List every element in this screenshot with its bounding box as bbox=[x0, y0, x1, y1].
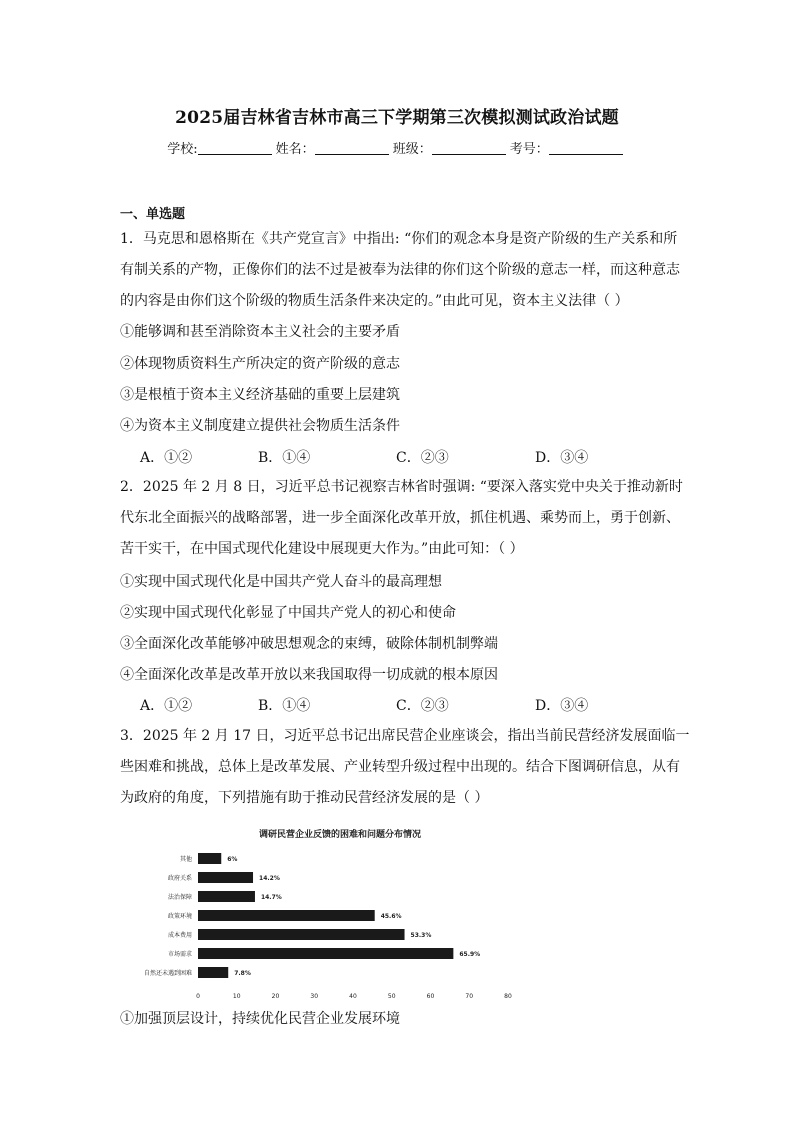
school-blank[interactable] bbox=[198, 142, 272, 155]
question-1-line: 有制关系的产物，正像你们的法不过是被奉为法律的你们这个阶级的意志一样，而这种意志 bbox=[120, 262, 680, 278]
x-tick-label: 60 bbox=[426, 993, 435, 1000]
category-label: 成本费用 bbox=[167, 932, 192, 939]
question-2-line: 代东北全面振兴的战略部署，进一步全面深化改革开放，抓住机遇、乘势而上，勇于创新、 bbox=[120, 510, 680, 526]
choice-d[interactable]: D．③④ bbox=[535, 698, 589, 714]
class-label: 班级： bbox=[392, 142, 432, 157]
x-tick-label: 50 bbox=[387, 993, 396, 1000]
question-2-line: 2．2025 年 2 月 8 日，习近平总书记视察吉林省时强调: “要深入落实党中央关于推动新时 bbox=[120, 479, 683, 495]
question-1-line: 1．马克思和恩格斯在《共产党宣言》中指出: “你们的观念本身是资产阶级的生产关系和所 bbox=[120, 231, 678, 247]
x-tick-label: 0 bbox=[196, 993, 200, 1000]
survey-bar-chart bbox=[143, 823, 530, 1000]
x-tick-label: 10 bbox=[232, 993, 241, 1000]
category-label: 法治保障 bbox=[167, 894, 192, 901]
question-2-line: 苦干实干，在中国式现代化建设中展现更大作为。”由此可知：（ ） bbox=[120, 541, 524, 557]
question-1-statement-2: ②体现物质资料生产所决定的资产阶级的意志 bbox=[120, 356, 400, 372]
question-2-statement-3: ③全面深化改革能够冲破思想观念的束缚，破除体制机制弊端 bbox=[120, 636, 498, 652]
question-3-line: 为政府的角度，下列措施有助于推动民营经济发展的是（ ） bbox=[120, 790, 489, 806]
category-label: 政府关系 bbox=[167, 875, 192, 882]
bar bbox=[198, 929, 405, 940]
data-label: 65.9% bbox=[459, 951, 481, 958]
category-label: 市场需求 bbox=[167, 951, 192, 958]
x-tick-label: 20 bbox=[271, 993, 280, 1000]
x-tick-label: 70 bbox=[465, 993, 474, 1000]
question-1-statement-1: ①能够调和甚至消除资本主义社会的主要矛盾 bbox=[120, 324, 400, 340]
name-blank[interactable] bbox=[315, 142, 389, 155]
question-3-line: 3．2025 年 2 月 17 日，习近平总书记出席民营企业座谈会，指出当前民营经济发展面临一 bbox=[120, 728, 690, 744]
category-label: 其他 bbox=[179, 856, 192, 863]
data-label: 14.2% bbox=[259, 875, 280, 882]
bar bbox=[198, 967, 228, 978]
data-label: 7.8% bbox=[234, 970, 251, 977]
question-3-stem bbox=[120, 721, 690, 814]
data-label: 14.7% bbox=[260, 894, 282, 901]
data-label: 45.6% bbox=[380, 913, 402, 920]
data-label: 53.3% bbox=[410, 932, 432, 939]
bar bbox=[198, 891, 255, 902]
choice-a[interactable]: A．①② bbox=[140, 698, 193, 714]
question-3-line: 些困难和挑战，总体上是改革发展、产业转型升级过程中出现的。结合下图调研信息，从有 bbox=[120, 759, 680, 775]
id-blank[interactable] bbox=[549, 142, 623, 155]
question-1-statement-4: ④为资本主义制度建立提供社会物质生活条件 bbox=[120, 418, 400, 434]
choice-a[interactable]: A．①② bbox=[140, 450, 193, 466]
choice-b[interactable]: B．①④ bbox=[258, 698, 311, 714]
x-tick-label: 80 bbox=[504, 993, 512, 1000]
question-3-statement-1: ①加强顶层设计，持续优化民营企业发展环境 bbox=[120, 1011, 400, 1027]
question-1-choices bbox=[140, 447, 700, 467]
class-blank[interactable] bbox=[432, 142, 506, 155]
question-1-statement-3: ③是根植于资本主义经济基础的重要上层建筑 bbox=[120, 387, 400, 403]
page-title: 2025届吉林省吉林市高三下学期第三次模拟测试政治试题 bbox=[175, 108, 619, 128]
choice-d[interactable]: D．③④ bbox=[535, 450, 589, 466]
data-label: 6% bbox=[227, 856, 238, 863]
student-info-line bbox=[0, 138, 794, 157]
choice-c[interactable]: C．②③ bbox=[396, 450, 449, 466]
x-tick-label: 30 bbox=[310, 993, 319, 1000]
section-heading: 一、单选题 bbox=[120, 207, 186, 222]
question-2-statement-4: ④全面深化改革是改革开放以来我国取得一切成就的根本原因 bbox=[120, 667, 498, 683]
choice-c[interactable]: C．②③ bbox=[396, 698, 449, 714]
question-2-statement-1: ①实现中国式现代化是中国共产党人奋斗的最高理想 bbox=[120, 574, 442, 590]
question-1-stem bbox=[120, 224, 680, 317]
bar bbox=[198, 853, 221, 864]
category-label: 政策环境 bbox=[167, 913, 192, 920]
choice-b[interactable]: B．①④ bbox=[258, 450, 311, 466]
bar bbox=[198, 872, 253, 883]
question-1-line: 的内容是由你们这个阶级的物质生活条件来决定的。”由此可见，资本主义法律（ ） bbox=[120, 293, 629, 309]
category-label: 自然还未遇到困难 bbox=[143, 970, 192, 977]
name-label: 姓名： bbox=[275, 142, 315, 157]
question-2-stem bbox=[120, 472, 683, 565]
bar bbox=[198, 948, 453, 959]
chart-title: 调研民营企业反馈的困难和问题分布情况 bbox=[258, 830, 422, 840]
id-label: 考号： bbox=[509, 142, 549, 157]
bar bbox=[198, 910, 375, 921]
question-2-statement-2: ②实现中国式现代化彰显了中国共产党人的初心和使命 bbox=[120, 605, 456, 621]
school-label: 学校: bbox=[167, 142, 198, 157]
x-tick-label: 40 bbox=[349, 993, 357, 1000]
question-2-choices bbox=[140, 695, 700, 715]
